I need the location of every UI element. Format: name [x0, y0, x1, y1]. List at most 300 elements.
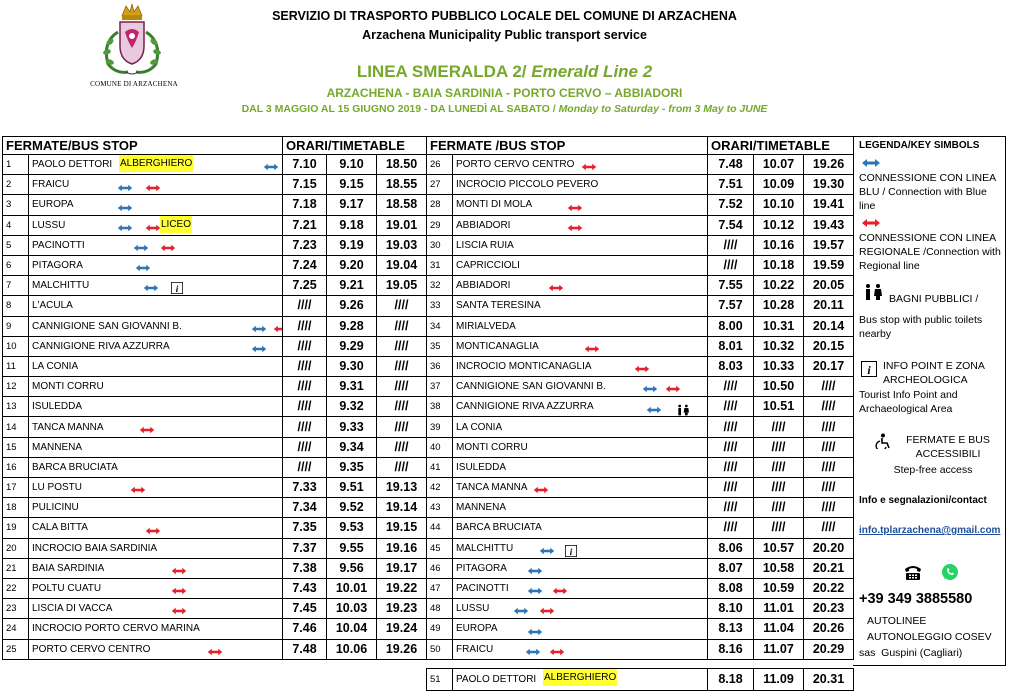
- blue-arrow-icon: [527, 585, 543, 597]
- stop-name-text: MANNENA: [456, 502, 507, 514]
- stop-name-text: LUSSU: [456, 603, 490, 615]
- left-departure-time: 7.23: [283, 235, 327, 255]
- table-row: [3, 578, 854, 598]
- red-arrow-icon: [549, 646, 565, 658]
- left-departure-time: 9.10: [327, 155, 377, 175]
- right-stop-number: 34: [427, 316, 453, 336]
- stop-name-text: CANNIGIONE SAN GIOVANNI B.: [456, 381, 606, 393]
- right-stop-name: [453, 215, 708, 235]
- stop-name-text: TANCA MANNA: [456, 482, 528, 494]
- left-departure-time: 19.24: [377, 619, 427, 639]
- phone-icon: [903, 563, 923, 581]
- right-departure-time: ////: [754, 498, 804, 518]
- stop-icon-wrap: [533, 481, 549, 498]
- right-departure-time: ////: [708, 417, 754, 437]
- right-stop-number: 35: [427, 336, 453, 356]
- stop-name-text: LISCIA DI VACCA: [32, 603, 113, 615]
- blue-arrow-icon: [251, 323, 267, 335]
- header-stops-left: FERMATE/BUS STOP: [3, 137, 283, 155]
- left-departure-time: 19.01: [377, 215, 427, 235]
- stop-name-text: ISULEDDA: [456, 461, 507, 473]
- red-arrow-icon: [567, 222, 583, 234]
- header-stops-right: FERMATE /BUS STOP: [427, 137, 708, 155]
- left-stop-name: [29, 518, 283, 538]
- right-departure-time: 10.18: [754, 255, 804, 275]
- right-departure-time: 8.00: [708, 316, 754, 336]
- left-departure-time: 9.32: [327, 397, 377, 417]
- left-departure-time: 9.52: [327, 498, 377, 518]
- left-stop-name: [29, 397, 283, 417]
- left-departure-time: 19.17: [377, 558, 427, 578]
- table-row: [3, 215, 854, 235]
- red-arrow-icon: [145, 525, 161, 537]
- stop-name-text: PITAGORA: [456, 562, 507, 574]
- blue-arrow-icon: [513, 605, 529, 617]
- stop-name-text: CANNIGIONE SAN GIOVANNI B.: [32, 320, 182, 332]
- table-row: [3, 498, 854, 518]
- header-times-right: ORARI/TIMETABLE: [708, 137, 854, 155]
- right-departure-time: 10.57: [754, 538, 804, 558]
- blue-arrow-icon: [251, 343, 267, 355]
- right-departure-time: ////: [708, 478, 754, 498]
- svg-text:i: i: [867, 363, 871, 377]
- right-departure-time: 20.21: [804, 558, 854, 578]
- left-stop-number: 15: [3, 437, 29, 457]
- left-stop-number: 4: [3, 215, 29, 235]
- stop-icon-wrap: [263, 158, 279, 175]
- table-row: [3, 296, 854, 316]
- right-departure-time: 10.33: [754, 356, 804, 376]
- left-stop-number: 18: [3, 498, 29, 518]
- legend-access-text: Step-free access: [893, 464, 973, 476]
- stop-icon-wrap: [117, 219, 133, 236]
- table-row: [3, 336, 854, 356]
- right-departure-time: ////: [708, 397, 754, 417]
- left-departure-time: ////: [283, 316, 327, 336]
- right-departure-time: 19.41: [804, 195, 854, 215]
- period-en: Monday to Saturday - from 3 May to JUNE: [558, 103, 768, 115]
- left-departure-time: 7.48: [283, 639, 327, 659]
- left-departure-time: 7.10: [283, 155, 327, 175]
- right-departure-time: 19.26: [804, 155, 854, 175]
- left-stop-name: [29, 316, 283, 336]
- right-departure-time: ////: [708, 457, 754, 477]
- stop-name-text: LUSSU: [32, 219, 66, 231]
- right-stop-number: 45: [427, 538, 453, 558]
- stop-name-text: ABBIADORI: [456, 280, 511, 292]
- blue-arrow-icon: [133, 242, 149, 254]
- left-stop-number: 3: [3, 195, 29, 215]
- table-row: [3, 276, 854, 296]
- left-stop-name: [29, 639, 283, 659]
- red-arrow-icon: [533, 484, 549, 496]
- right-stop-name: [453, 518, 708, 538]
- table-row: [3, 417, 854, 437]
- toilet-icon: [863, 283, 883, 301]
- red-arrow-icon: [584, 343, 600, 355]
- left-stop-name: [29, 498, 283, 518]
- right-stop-number: 51: [427, 668, 453, 690]
- right-departure-time: 10.31: [754, 316, 804, 336]
- left-departure-time: 19.13: [377, 478, 427, 498]
- table-row: [3, 599, 854, 619]
- empty-cell: [283, 668, 327, 690]
- table-row: [3, 668, 854, 690]
- left-stop-name: [29, 296, 283, 316]
- left-stop-number: 23: [3, 599, 29, 619]
- left-departure-time: 7.18: [283, 195, 327, 215]
- right-departure-time: 20.14: [804, 316, 854, 336]
- blue-arrow-icon: [117, 182, 133, 194]
- legend-info-title: INFO POINT E ZONA ARCHEOLOGICA: [883, 360, 985, 386]
- left-departure-time: 7.25: [283, 276, 327, 296]
- right-departure-time: 8.01: [708, 336, 754, 356]
- table-row: [3, 316, 854, 336]
- right-stop-number: 30: [427, 235, 453, 255]
- stop-name-text: LU POSTU: [32, 482, 83, 494]
- red-arrow-icon: [861, 217, 881, 229]
- gap-cell: [29, 659, 283, 668]
- stop-icon-wrap: [665, 380, 681, 397]
- left-departure-time: 7.43: [283, 578, 327, 598]
- right-departure-time: ////: [708, 235, 754, 255]
- stop-name-text: BARCA BRUCIATA: [456, 522, 542, 534]
- left-departure-time: ////: [377, 417, 427, 437]
- right-departure-time: 20.05: [804, 276, 854, 296]
- red-arrow-icon: [273, 323, 283, 335]
- right-departure-time: ////: [708, 255, 754, 275]
- stop-name-text: MONTI CORRU: [32, 381, 104, 393]
- right-departure-time: 20.17: [804, 356, 854, 376]
- right-departure-time: 10.10: [754, 195, 804, 215]
- gap-cell: [804, 659, 854, 668]
- red-arrow-icon: [552, 585, 568, 597]
- right-departure-time: 10.09: [754, 175, 804, 195]
- left-departure-time: 9.30: [327, 356, 377, 376]
- stop-name-text: ABBIADORI: [456, 219, 511, 231]
- blue-arrow-icon: [135, 262, 151, 274]
- right-departure-time: 19.59: [804, 255, 854, 275]
- stop-icon-wrap: [549, 643, 565, 660]
- right-departure-time: 20.29: [804, 639, 854, 659]
- table-row: [3, 397, 854, 417]
- gap-cell: [283, 659, 327, 668]
- left-stop-number: 13: [3, 397, 29, 417]
- contact-phone-number: +39 349 3885580: [859, 591, 973, 607]
- right-departure-time: 10.22: [754, 276, 804, 296]
- left-departure-time: 9.51: [327, 478, 377, 498]
- company-line-1: AUTOLINEE: [867, 615, 927, 627]
- contact-email-link[interactable]: info.tplarzachena@gmail.com: [859, 525, 1001, 536]
- left-stop-name: [29, 377, 283, 397]
- right-stop-name: [453, 316, 708, 336]
- left-stop-name: [29, 155, 283, 175]
- right-stop-name: [453, 578, 708, 598]
- stop-icon-wrap: [527, 562, 543, 579]
- blue-arrow-icon: [525, 646, 541, 658]
- right-departure-time: ////: [804, 457, 854, 477]
- right-stop-name: [453, 478, 708, 498]
- whatsapp-icon: [941, 563, 959, 581]
- svg-text:i: i: [569, 546, 573, 557]
- left-departure-time: 7.38: [283, 558, 327, 578]
- left-stop-number: 25: [3, 639, 29, 659]
- right-stop-number: 36: [427, 356, 453, 376]
- right-departure-time: 8.18: [708, 668, 754, 690]
- right-stop-name: [453, 599, 708, 619]
- blue-arrow-icon: [117, 202, 133, 214]
- stop-icon-wrap: [539, 602, 555, 619]
- stop-name-text: BAIA SARDINIA: [32, 562, 105, 574]
- right-stop-number: 40: [427, 437, 453, 457]
- left-departure-time: 9.56: [327, 558, 377, 578]
- stop-icon-wrap: [145, 521, 161, 538]
- legend-red-text: CONNESSIONE CON LINEA REGIONALE /Connection with Regional line: [859, 232, 1001, 272]
- stop-icon-wrap: [539, 542, 555, 559]
- red-arrow-icon: [160, 242, 176, 254]
- right-departure-time: ////: [804, 498, 854, 518]
- empty-cell: [377, 668, 427, 690]
- left-departure-time: 7.33: [283, 478, 327, 498]
- stop-name-text: MONTICANAGLIA: [456, 340, 539, 352]
- right-stop-name: [453, 417, 708, 437]
- left-departure-time: ////: [377, 457, 427, 477]
- right-stop-name: [453, 457, 708, 477]
- right-departure-time: ////: [708, 437, 754, 457]
- stop-name-text: INCROCIO PICCOLO PEVERO: [456, 179, 599, 191]
- left-departure-time: ////: [283, 417, 327, 437]
- red-arrow-icon: [171, 605, 187, 617]
- right-departure-time: 8.06: [708, 538, 754, 558]
- right-stop-number: 37: [427, 377, 453, 397]
- right-stop-number: 27: [427, 175, 453, 195]
- left-departure-time: 7.35: [283, 518, 327, 538]
- right-departure-time: ////: [754, 457, 804, 477]
- right-stop-name: [453, 668, 708, 690]
- right-stop-name: [453, 639, 708, 659]
- stop-name-text: TANCA MANNA: [32, 421, 104, 433]
- left-stop-name: [29, 336, 283, 356]
- title-english: Arzachena Municipality Public transport service: [362, 28, 647, 42]
- right-stop-name: [453, 255, 708, 275]
- left-stop-name: [29, 478, 283, 498]
- left-departure-time: ////: [283, 457, 327, 477]
- stop-name-text: PULICINU: [32, 502, 79, 514]
- left-departure-time: 19.14: [377, 498, 427, 518]
- table-row: [3, 175, 854, 195]
- stop-icon-wrap: [207, 643, 223, 660]
- red-arrow-icon: [539, 605, 555, 617]
- stop-name-text: PACINOTTI: [32, 239, 85, 251]
- stop-icon-wrap: [171, 582, 187, 599]
- right-stop-name: [453, 538, 708, 558]
- right-departure-time: 20.20: [804, 538, 854, 558]
- left-departure-time: 9.18: [327, 215, 377, 235]
- left-departure-time: ////: [377, 316, 427, 336]
- left-departure-time: ////: [377, 356, 427, 376]
- stop-icon-wrap: [527, 582, 543, 599]
- stop-icon-wrap: [567, 219, 583, 236]
- stop-name-text: INCROCIO PORTO CERVO MARINA: [32, 623, 200, 635]
- stop-name-text: MONTI DI MOLA: [456, 199, 533, 211]
- left-stop-number: 12: [3, 377, 29, 397]
- left-departure-time: 19.23: [377, 599, 427, 619]
- right-stop-name: [453, 437, 708, 457]
- left-departure-time: 18.55: [377, 175, 427, 195]
- stop-name-text: PORTO CERVO CENTRO: [456, 159, 575, 171]
- left-stop-name: [29, 538, 283, 558]
- stop-name-text: L'ACULA: [32, 300, 73, 312]
- stop-icon-wrap: [139, 420, 155, 437]
- school-tag-highlight: ALBERGHIERO: [543, 669, 617, 686]
- right-departure-time: 10.50: [754, 377, 804, 397]
- right-stop-number: 32: [427, 276, 453, 296]
- left-stop-number: 10: [3, 336, 29, 356]
- svg-text:i: i: [175, 284, 179, 295]
- red-arrow-icon: [139, 424, 155, 436]
- table-row: [3, 195, 854, 215]
- right-stop-name: [453, 235, 708, 255]
- left-stop-name: [29, 235, 283, 255]
- blue-arrow-icon: [642, 383, 658, 395]
- stop-icon-wrap: [169, 279, 185, 296]
- red-arrow-icon: [171, 565, 187, 577]
- right-stop-number: 26: [427, 155, 453, 175]
- blue-arrow-icon: [539, 545, 555, 557]
- left-departure-time: 10.04: [327, 619, 377, 639]
- stop-icon-wrap: [584, 340, 600, 357]
- stop-name-text: MANNENA: [32, 441, 83, 453]
- stop-name-text: FRAICU: [32, 179, 70, 191]
- stop-icon-wrap: [548, 279, 564, 296]
- right-departure-time: 7.57: [708, 296, 754, 316]
- left-departure-time: 9.33: [327, 417, 377, 437]
- red-arrow-icon: [581, 161, 597, 173]
- left-departure-time: 9.35: [327, 457, 377, 477]
- right-stop-number: 39: [427, 417, 453, 437]
- stop-icon-wrap: [581, 158, 597, 175]
- right-departure-time: ////: [804, 417, 854, 437]
- left-stop-number: 16: [3, 457, 29, 477]
- right-stop-number: 50: [427, 639, 453, 659]
- stop-name-text: FRAICU: [456, 643, 494, 655]
- legend-contact-title: Info e segnalazioni/contact: [859, 495, 987, 506]
- legend-wc-text: Bus stop with public toilets nearby: [859, 314, 983, 340]
- left-stop-number: 22: [3, 578, 29, 598]
- left-stop-number: 20: [3, 538, 29, 558]
- company-line-3: sas Guspini (Cagliari): [859, 647, 963, 659]
- right-stop-number: 44: [427, 518, 453, 538]
- right-departure-time: 20.11: [804, 296, 854, 316]
- left-departure-time: 9.26: [327, 296, 377, 316]
- table-row: [3, 356, 854, 376]
- stop-name-text: MALCHITTU: [456, 542, 514, 554]
- right-stop-name: [453, 356, 708, 376]
- right-departure-time: ////: [804, 397, 854, 417]
- stop-icon-wrap: [117, 198, 133, 215]
- stop-icon-wrap: [251, 340, 267, 357]
- legend-wc-title: BAGNI PUBBLICI /: [889, 293, 979, 305]
- right-departure-time: 20.26: [804, 619, 854, 639]
- right-stop-name: [453, 498, 708, 518]
- right-departure-time: 8.16: [708, 639, 754, 659]
- left-stop-name: [29, 195, 283, 215]
- left-departure-time: ////: [283, 296, 327, 316]
- left-stop-name: [29, 356, 283, 376]
- stop-name-text: MONTI CORRU: [456, 441, 528, 453]
- stop-name-text: PAOLO DETTORI: [32, 159, 113, 171]
- left-departure-time: ////: [377, 377, 427, 397]
- stop-icon-wrap: [143, 279, 159, 296]
- stop-icon-wrap: [133, 239, 149, 256]
- left-stop-number: 24: [3, 619, 29, 639]
- right-departure-time: 10.28: [754, 296, 804, 316]
- right-departure-time: 7.54: [708, 215, 754, 235]
- left-stop-number: 6: [3, 255, 29, 275]
- blue-arrow-icon: [143, 282, 159, 294]
- legend-title: LEGENDA/KEY SIMBOLS: [859, 140, 980, 151]
- left-departure-time: 19.26: [377, 639, 427, 659]
- right-stop-number: 46: [427, 558, 453, 578]
- stop-name-text: MALCHITTU: [32, 280, 90, 292]
- stop-name-text: INCROCIO MONTICANAGLIA: [456, 360, 592, 372]
- right-departure-time: 20.31: [804, 668, 854, 690]
- left-departure-time: ////: [377, 437, 427, 457]
- left-departure-time: 7.46: [283, 619, 327, 639]
- table-row: [3, 478, 854, 498]
- route-text: ARZACHENA - BAIA SARDINIA - PORTO CERVO – ABBIADORI: [326, 86, 683, 100]
- left-stop-number: 21: [3, 558, 29, 578]
- right-stop-name: [453, 558, 708, 578]
- right-departure-time: 8.07: [708, 558, 754, 578]
- left-departure-time: 7.24: [283, 255, 327, 275]
- timetable: [2, 136, 854, 691]
- right-stop-number: 41: [427, 457, 453, 477]
- legend-blue-text: CONNESSIONE CON LINEA BLU / Connection with Blue line: [859, 172, 996, 212]
- left-departure-time: 9.19: [327, 235, 377, 255]
- stop-icon-wrap: [273, 320, 283, 337]
- blue-arrow-icon: [861, 157, 881, 169]
- right-departure-time: 7.55: [708, 276, 754, 296]
- left-departure-time: ////: [283, 437, 327, 457]
- stop-icon-wrap: [145, 219, 161, 236]
- timetable-grid: [2, 136, 854, 691]
- header-times-left: ORARI/TIMETABLE: [283, 137, 427, 155]
- row-gap: [3, 659, 854, 668]
- left-departure-time: ////: [283, 377, 327, 397]
- table-row: [3, 437, 854, 457]
- left-departure-time: ////: [377, 296, 427, 316]
- table-row: [3, 155, 854, 175]
- left-stop-name: [29, 558, 283, 578]
- stop-name-text: CANNIGIONE RIVA AZZURRA: [32, 340, 170, 352]
- left-stop-number: 9: [3, 316, 29, 336]
- empty-cell: [29, 668, 283, 690]
- stop-icon-wrap: [160, 239, 176, 256]
- gap-cell: [754, 659, 804, 668]
- stop-icon-wrap: [563, 542, 579, 559]
- right-departure-time: 19.57: [804, 235, 854, 255]
- left-departure-time: 19.16: [377, 538, 427, 558]
- left-departure-time: 7.45: [283, 599, 327, 619]
- toilet-icon: [281, 343, 283, 355]
- right-departure-time: 11.09: [754, 668, 804, 690]
- right-departure-time: 19.30: [804, 175, 854, 195]
- left-departure-time: ////: [377, 397, 427, 417]
- document-header: [0, 0, 1009, 130]
- stop-name-text: PORTO CERVO CENTRO: [32, 643, 151, 655]
- right-departure-time: 8.03: [708, 356, 754, 376]
